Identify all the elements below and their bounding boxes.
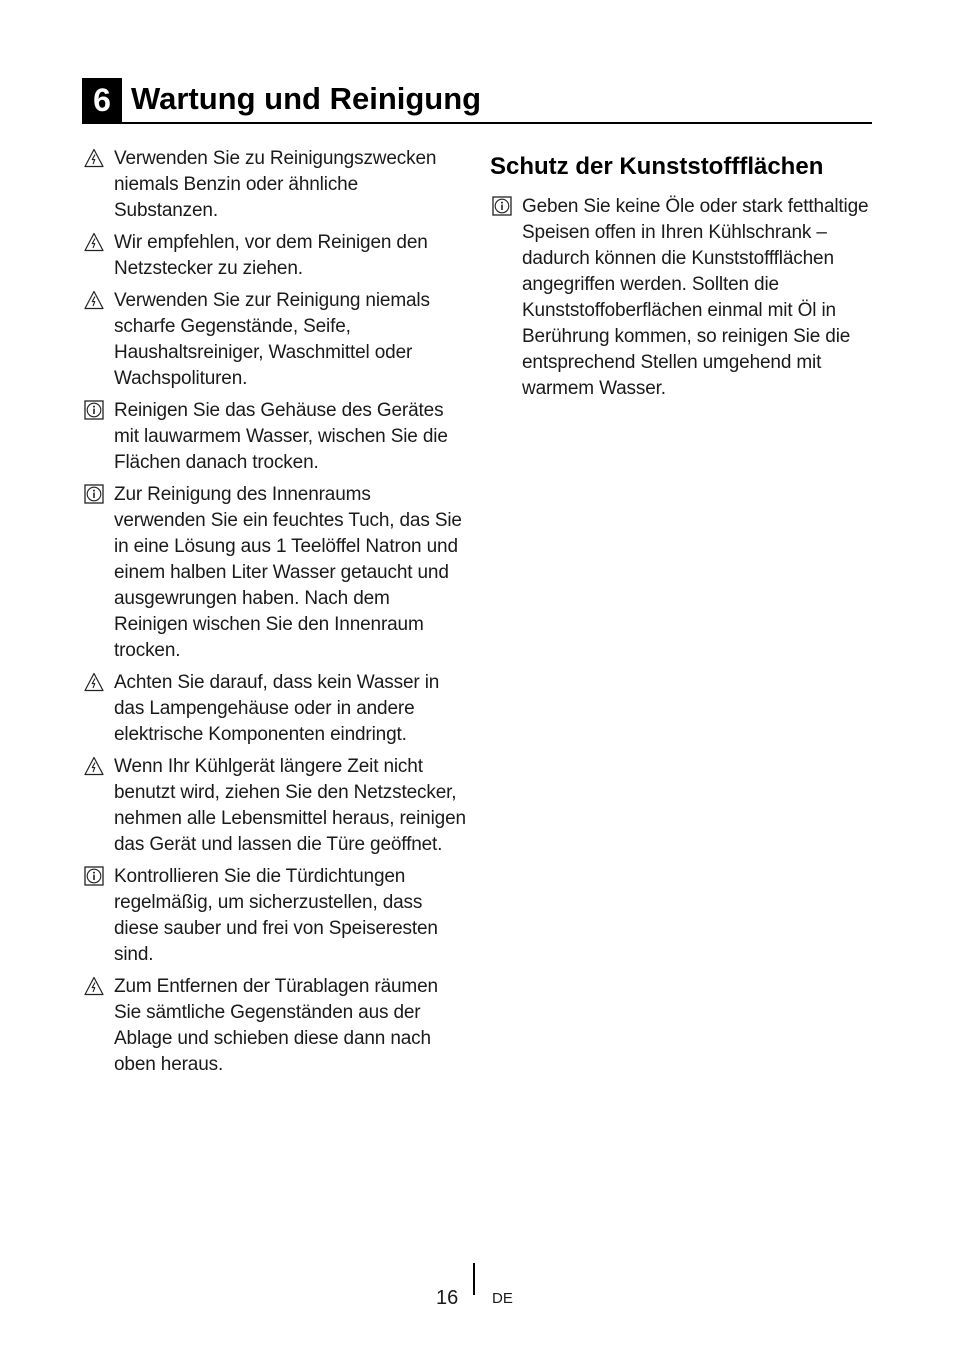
note-item — [82, 670, 467, 748]
page-number: 16 — [436, 1287, 459, 1309]
note-text: Reinigen Sie das Gehäuse des Gerätes mit lauwarmem Wasser, wischen Sie die Flächen danach trocken. — [114, 400, 448, 473]
page-title: Wartung und Reinigung — [131, 81, 482, 116]
section-heading: Schutz der Kunststoffflächen — [490, 153, 824, 180]
left-column — [82, 146, 467, 1084]
note-item — [82, 288, 467, 392]
info-icon — [84, 866, 104, 886]
note-item — [82, 974, 467, 1078]
warning-icon — [84, 756, 104, 776]
info-icon — [492, 196, 512, 216]
note-text: Wenn Ihr Kühlgerät längere Zeit nicht benutzt wird, ziehen Sie den Netzstecker, nehmen alle Lebensmittel heraus, reinigen das Gerät und lassen die Türe geöffnet. — [114, 756, 466, 855]
note-text: Zum Entfernen der Türablagen räumen Sie sämtliche Gegenständen aus der Ablage und schieben diese dann nach oben heraus. — [114, 976, 438, 1075]
warning-icon — [84, 290, 104, 310]
note-item — [82, 864, 467, 968]
note-text: Verwenden Sie zu Reinigungszwecken niemals Benzin oder ähnliche Substanzen. — [114, 148, 437, 221]
right-column — [490, 152, 875, 408]
warning-icon — [84, 976, 104, 996]
note-text: Geben Sie keine Öle oder stark fetthaltige Speisen offen in Ihren Kühlschrank – dadurch können die Kunststoffflächen angegriffen werden. Sollten die Kunststoffoberflächen einmal mit Öl in Berührung kommen, so reinigen Sie die entsprechend Stellen umgehend mit warmem Wasser. — [522, 196, 869, 399]
note-item — [82, 146, 467, 224]
note-text: Achten Sie darauf, dass kein Wasser in das Lampengehäuse oder in andere elektrische Komponenten eindringt. — [114, 672, 440, 745]
note-text: Wir empfehlen, vor dem Reinigen den Netzstecker zu ziehen. — [114, 232, 428, 279]
warning-icon — [84, 232, 104, 252]
note-item — [82, 754, 467, 858]
note-text: Verwenden Sie zur Reinigung niemals scharfe Gegenstände, Seife, Haushaltsreiniger, Waschmittel oder Wachspolituren. — [114, 290, 430, 389]
note-item — [82, 482, 467, 664]
note-item — [490, 194, 875, 402]
info-icon — [84, 484, 104, 504]
note-text: Zur Reinigung des Innenraums verwenden Sie ein feuchtes Tuch, das Sie in eine Lösung aus 1 Teelöffel Natron und einem halben Liter Wasser getaucht und ausgewrungen haben. Nach dem Reinigen wischen Sie den Innenraum trocken. — [114, 484, 462, 661]
chapter-header — [82, 78, 872, 124]
info-icon — [84, 400, 104, 420]
language-code: DE — [492, 1290, 513, 1307]
chapter-number-badge: 6 — [82, 78, 122, 122]
warning-icon — [84, 148, 104, 168]
note-item — [82, 230, 467, 282]
warning-icon — [84, 672, 104, 692]
note-item — [82, 398, 467, 476]
footer-divider — [473, 1263, 475, 1295]
note-text: Kontrollieren Sie die Türdichtungen regelmäßig, um sicherzustellen, dass diese sauber und frei von Speiseresten sind. — [114, 866, 438, 965]
